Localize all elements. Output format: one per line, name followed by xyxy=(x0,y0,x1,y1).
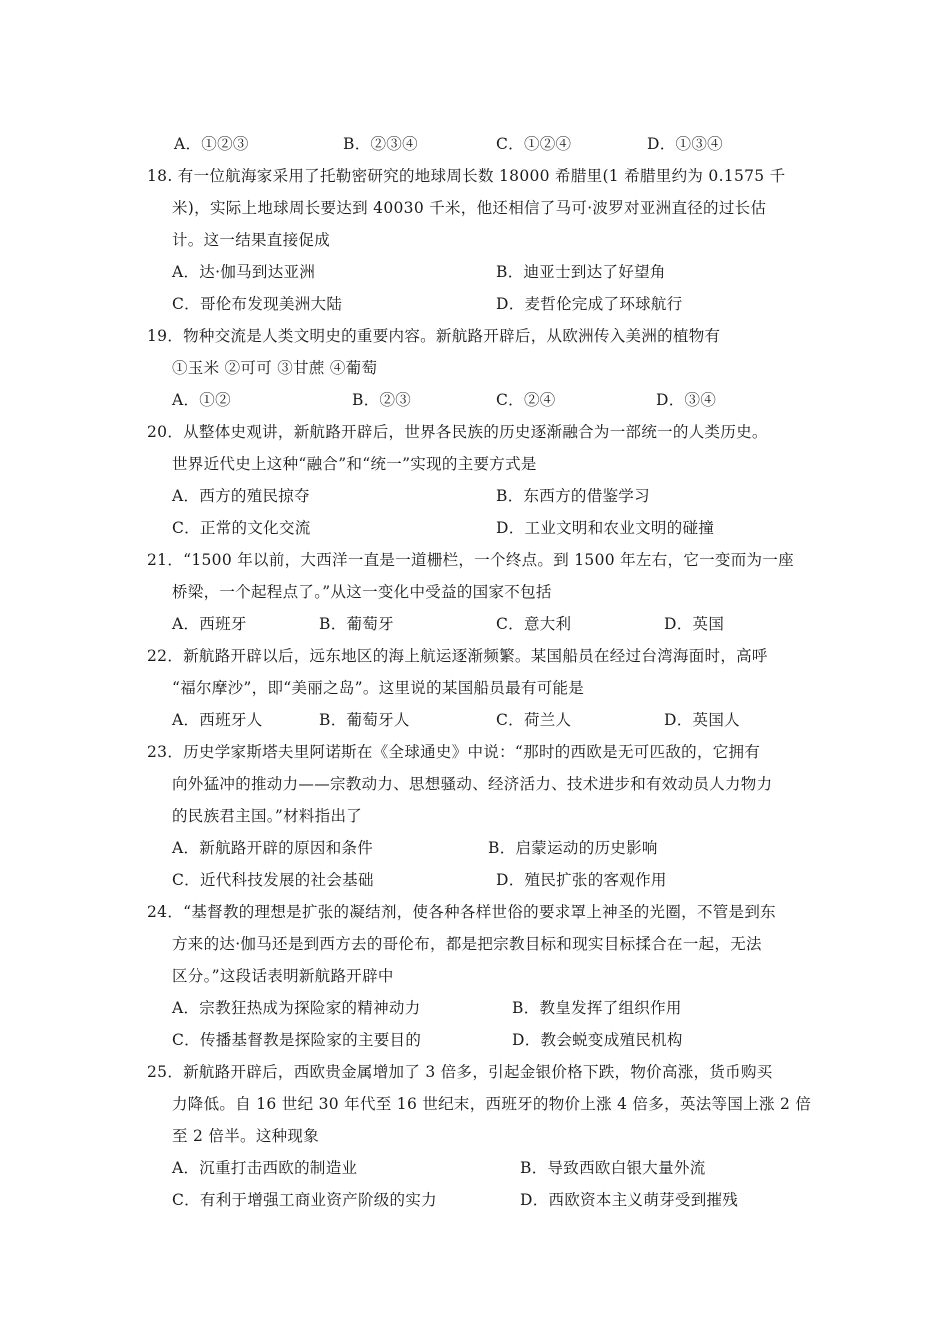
option-d: D．英国人 xyxy=(664,711,740,729)
question-stem-line: 21．“1500 年以前，大西洋一直是一道栅栏，一个终点。到 1500 年左右，它一变而为一座 xyxy=(147,551,794,569)
question-stem-line: 23．历史学家斯塔夫里阿诺斯在《全球通史》中说：“那时的西欧是无可匹敌的，它拥有 xyxy=(147,743,761,761)
option-d: D．英国 xyxy=(664,615,725,633)
option-c: C．传播基督教是探险家的主要目的 xyxy=(172,1031,422,1049)
option-c: C．哥伦布发现美洲大陆 xyxy=(172,295,343,313)
option-c: C．意大利 xyxy=(496,615,572,633)
option-d: D．工业文明和农业文明的碰撞 xyxy=(496,519,715,537)
option-d: D．③④ xyxy=(656,391,717,409)
option-a: A．西班牙人 xyxy=(172,711,263,729)
question-stem-line: 区分。”这段话表明新航路开辟中 xyxy=(172,967,394,985)
option-b: B．②③④ xyxy=(343,135,418,153)
option-d: D．西欧资本主义萌芽受到摧残 xyxy=(520,1191,739,1209)
question-stem-line: 世界近代史上这种“融合”和“统一”实现的主要方式是 xyxy=(172,455,537,473)
question-stem-line: “福尔摩沙”，即“美丽之岛”。这里说的某国船员最有可能是 xyxy=(172,679,585,697)
option-b: B．②③ xyxy=(352,391,412,409)
option-a: A．新航路开辟的原因和条件 xyxy=(172,839,374,857)
option-a: A．①②③ xyxy=(174,135,249,153)
question-stem-line: 18. 有一位航海家采用了托勒密研究的地球周长数 18000 希腊里(1 希腊里约为 0.1575 千 xyxy=(147,167,786,185)
option-a: A．西班牙 xyxy=(172,615,247,633)
option-d: D．麦哲伦完成了环球航行 xyxy=(496,295,683,313)
option-d: D．教会蜕变成殖民机构 xyxy=(512,1031,683,1049)
question-stem-line: 计。这一结果直接促成 xyxy=(172,231,331,249)
option-a: A．①② xyxy=(172,391,231,409)
question-stem-line: 桥梁，一个起程点了。”从这一变化中受益的国家不包括 xyxy=(172,583,552,601)
question-stem-line: ①玉米 ②可可 ③甘蔗 ④葡萄 xyxy=(172,359,378,377)
option-a: A．西方的殖民掠夺 xyxy=(172,487,310,505)
option-b: B．葡萄牙人 xyxy=(319,711,410,729)
option-a: A．沉重打击西欧的制造业 xyxy=(172,1159,358,1177)
option-c: C．近代科技发展的社会基础 xyxy=(172,871,374,889)
question-stem-line: 22．新航路开辟以后，远东地区的海上航运逐渐频繁。某国船员在经过台湾海面时，高呼 xyxy=(147,647,768,665)
option-c: C．正常的文化交流 xyxy=(172,519,311,537)
option-b: B．迪亚士到达了好望角 xyxy=(496,263,666,281)
option-b: B．葡萄牙 xyxy=(319,615,394,633)
question-stem-line: 米)，实际上地球周长要达到 40030 千米，他还相信了马可·波罗对亚洲直径的过长估 xyxy=(172,199,767,217)
option-c: C．荷兰人 xyxy=(496,711,572,729)
option-d: D．殖民扩张的客观作用 xyxy=(496,871,667,889)
question-stem-line: 19．物种交流是人类文明史的重要内容。新航路开辟后，从欧洲传入美洲的植物有 xyxy=(147,327,721,345)
option-c: C．②④ xyxy=(496,391,556,409)
question-stem-line: 至 2 倍半。这种现象 xyxy=(172,1127,320,1145)
option-d: D．①③④ xyxy=(647,135,723,153)
option-b: B．东西方的借鉴学习 xyxy=(496,487,650,505)
question-stem-line: 20．从整体史观讲，新航路开辟后，世界各民族的历史逐渐融合为一部统一的人类历史。 xyxy=(147,423,768,441)
question-stem-line: 向外猛冲的推动力——宗教动力、思想骚动、经济活力、技术进步和有效动员人力物力 xyxy=(172,775,773,793)
option-a: A．达·伽马到达亚洲 xyxy=(172,263,316,281)
question-stem-line: 力降低。自 16 世纪 30 年代至 16 世纪末，西班牙的物价上涨 4 倍多，英法等国上涨 2 倍 xyxy=(172,1095,812,1113)
option-b: B．教皇发挥了组织作用 xyxy=(512,999,682,1017)
question-stem-line: 的民族君主国。”材料指出了 xyxy=(172,807,363,825)
question-stem-line: 方来的达·伽马还是到西方去的哥伦布，都是把宗教目标和现实目标揉合在一起，无法 xyxy=(172,935,762,953)
option-c: C．有利于增强工商业资产阶级的实力 xyxy=(172,1191,437,1209)
option-c: C．①②④ xyxy=(496,135,572,153)
option-b: B．启蒙运动的历史影响 xyxy=(488,839,658,857)
option-b: B．导致西欧白银大量外流 xyxy=(520,1159,706,1177)
question-stem-line: 24．“基督教的理想是扩张的凝结剂，使各种各样世俗的要求罩上神圣的光圈，不管是到东 xyxy=(147,903,776,921)
question-stem-line: 25．新航路开辟后，西欧贵金属增加了 3 倍多，引起金银价格下跌，物价高涨，货币购买 xyxy=(147,1063,773,1081)
option-a: A．宗教狂热成为探险家的精神动力 xyxy=(172,999,421,1017)
